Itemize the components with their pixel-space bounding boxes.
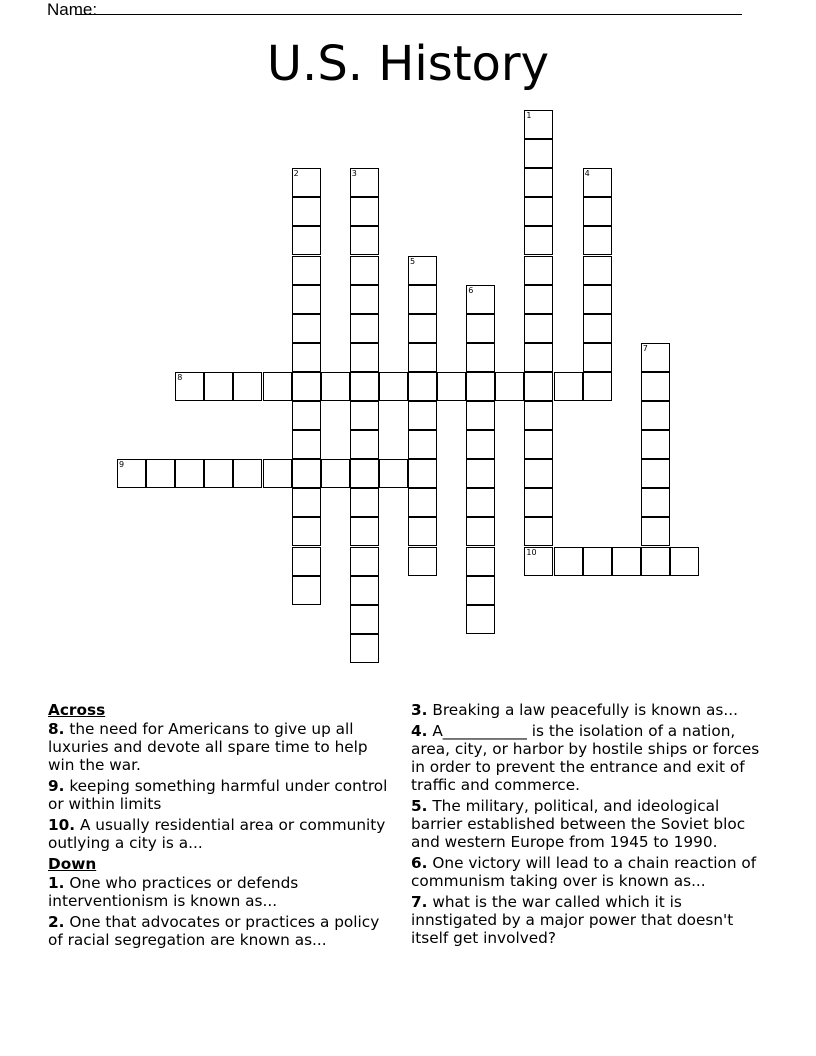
grid-cell[interactable] bbox=[583, 343, 612, 372]
grid-cell[interactable] bbox=[408, 401, 437, 430]
clue-item bbox=[411, 893, 761, 947]
clue-item bbox=[411, 854, 761, 890]
grid-cell[interactable] bbox=[292, 517, 321, 546]
grid-cell[interactable] bbox=[524, 285, 553, 314]
down-heading: Down bbox=[48, 855, 97, 873]
grid-cell[interactable] bbox=[524, 517, 553, 546]
grid-cell[interactable] bbox=[408, 547, 437, 576]
grid-cell[interactable] bbox=[641, 488, 670, 517]
grid-cell[interactable] bbox=[524, 168, 553, 197]
grid-cell[interactable] bbox=[408, 314, 437, 343]
clue-num: 5. bbox=[411, 797, 428, 815]
grid-cell[interactable] bbox=[350, 401, 379, 430]
grid-cell[interactable] bbox=[583, 285, 612, 314]
grid-cell[interactable] bbox=[292, 226, 321, 255]
grid-cell[interactable] bbox=[641, 459, 670, 488]
clue-number: 10 bbox=[526, 547, 537, 557]
grid-cell[interactable] bbox=[233, 372, 262, 401]
grid-cell[interactable] bbox=[612, 547, 641, 576]
clue-text: A usually residential area or community outlying a city is a... bbox=[48, 816, 386, 852]
grid-cell[interactable] bbox=[466, 547, 495, 576]
clue-item bbox=[48, 777, 398, 813]
grid-cell[interactable] bbox=[583, 226, 612, 255]
grid-cell[interactable] bbox=[350, 197, 379, 226]
grid-cell[interactable] bbox=[204, 459, 233, 488]
grid-cell[interactable] bbox=[524, 197, 553, 226]
grid-cell[interactable] bbox=[292, 343, 321, 372]
grid-cell[interactable] bbox=[292, 372, 321, 401]
clue-text: what is the war called which it is innstigated by a major power that doesn't itself get involved? bbox=[411, 893, 734, 947]
clue-num: 3. bbox=[411, 701, 428, 719]
grid-cell[interactable] bbox=[583, 372, 612, 401]
grid-cell[interactable] bbox=[350, 634, 379, 663]
grid-cell[interactable] bbox=[408, 372, 437, 401]
grid-cell[interactable] bbox=[350, 343, 379, 372]
clue-item bbox=[48, 913, 398, 949]
grid-cell[interactable] bbox=[524, 430, 553, 459]
clue-num: 1. bbox=[48, 874, 65, 892]
grid-cell[interactable] bbox=[146, 459, 175, 488]
grid-cell[interactable] bbox=[408, 430, 437, 459]
grid-cell[interactable] bbox=[524, 401, 553, 430]
clue-text: keeping something harmful under control or within limits bbox=[48, 777, 388, 813]
page-title: U.S. History bbox=[266, 36, 550, 92]
grid-cell[interactable] bbox=[292, 488, 321, 517]
grid-cell[interactable] bbox=[583, 256, 612, 285]
grid-cell[interactable] bbox=[583, 168, 612, 197]
grid-cell[interactable] bbox=[583, 197, 612, 226]
grid-cell[interactable] bbox=[379, 459, 408, 488]
grid-cell[interactable] bbox=[350, 488, 379, 517]
grid-cell[interactable] bbox=[466, 488, 495, 517]
grid-cell[interactable] bbox=[466, 343, 495, 372]
clue-item bbox=[411, 701, 761, 719]
clue-item bbox=[48, 816, 398, 852]
grid-cell[interactable] bbox=[233, 459, 262, 488]
clue-number: 7 bbox=[642, 343, 648, 353]
clue-number: 9 bbox=[119, 460, 125, 470]
clues-left-column bbox=[48, 701, 398, 952]
clue-item bbox=[48, 720, 398, 774]
grid-cell[interactable] bbox=[524, 547, 553, 576]
grid-cell[interactable] bbox=[524, 256, 553, 285]
clue-num: 2. bbox=[48, 913, 65, 931]
grid-cell[interactable] bbox=[350, 517, 379, 546]
grid-cell[interactable] bbox=[263, 459, 292, 488]
grid-cell[interactable] bbox=[292, 547, 321, 576]
across-heading: Across bbox=[48, 701, 106, 719]
grid-cell[interactable] bbox=[321, 459, 350, 488]
grid-cell[interactable] bbox=[321, 372, 350, 401]
clue-item bbox=[411, 797, 761, 851]
grid-cell[interactable] bbox=[524, 139, 553, 168]
clue-text: Breaking a law peacefully is known as... bbox=[427, 701, 738, 719]
grid-cell[interactable] bbox=[204, 372, 233, 401]
clue-num: 10. bbox=[48, 816, 76, 834]
grid-cell[interactable] bbox=[524, 110, 553, 139]
grid-cell[interactable] bbox=[641, 547, 670, 576]
grid-cell[interactable] bbox=[524, 372, 553, 401]
grid-cell[interactable] bbox=[350, 430, 379, 459]
grid-cell[interactable] bbox=[466, 576, 495, 605]
grid-cell[interactable] bbox=[641, 430, 670, 459]
grid-cell[interactable] bbox=[175, 459, 204, 488]
clue-item bbox=[411, 722, 761, 794]
clue-item bbox=[48, 874, 398, 910]
clue-num: 4. bbox=[411, 722, 428, 740]
grid-cell[interactable] bbox=[350, 168, 379, 197]
clue-number: 8 bbox=[177, 372, 183, 382]
clue-text: One that advocates or practices a policy of racial segregation are known as... bbox=[48, 913, 380, 949]
clue-number: 1 bbox=[526, 111, 532, 120]
grid-cell[interactable] bbox=[175, 372, 204, 401]
grid-cell[interactable] bbox=[292, 197, 321, 226]
across-clues bbox=[48, 720, 398, 852]
grid-cell[interactable] bbox=[466, 459, 495, 488]
grid-cell[interactable] bbox=[670, 547, 699, 576]
grid-cell[interactable] bbox=[408, 488, 437, 517]
clue-text: the need for Americans to give up all luxuries and devote all spare time to help win the war. bbox=[48, 720, 368, 774]
grid-cell[interactable] bbox=[408, 343, 437, 372]
grid-cell[interactable] bbox=[641, 401, 670, 430]
clue-text: The military, political, and ideological barrier established between the Soviet bloc and western Europe from 1945 to 1990. bbox=[411, 797, 746, 851]
grid-cell[interactable] bbox=[524, 226, 553, 255]
clue-num: 6. bbox=[411, 854, 428, 872]
grid-cell[interactable] bbox=[408, 459, 437, 488]
grid-cell[interactable] bbox=[524, 488, 553, 517]
grid-cell[interactable] bbox=[641, 343, 670, 372]
grid-cell[interactable] bbox=[524, 343, 553, 372]
clue-text: One who practices or defends interventionism is known as... bbox=[48, 874, 299, 910]
grid-cell[interactable] bbox=[350, 285, 379, 314]
grid-cell[interactable] bbox=[408, 285, 437, 314]
grid-cell[interactable] bbox=[408, 517, 437, 546]
name-label: Name: bbox=[47, 0, 98, 19]
grid-cell[interactable] bbox=[292, 401, 321, 430]
grid-cell[interactable] bbox=[292, 285, 321, 314]
grid-cell[interactable] bbox=[350, 459, 379, 488]
grid-cell[interactable] bbox=[350, 547, 379, 576]
grid-cell[interactable] bbox=[466, 314, 495, 343]
clue-num: 7. bbox=[411, 893, 428, 911]
clue-text: One victory will lead to a chain reaction of communism taking over is known as... bbox=[411, 854, 757, 890]
grid-cell[interactable] bbox=[350, 576, 379, 605]
grid-cell[interactable] bbox=[466, 517, 495, 546]
grid-cell[interactable] bbox=[466, 401, 495, 430]
grid-cell[interactable] bbox=[292, 459, 321, 488]
grid-cell[interactable] bbox=[554, 372, 583, 401]
grid-cell[interactable] bbox=[350, 605, 379, 634]
clue-number: 4 bbox=[584, 169, 590, 179]
grid-cell[interactable] bbox=[495, 372, 524, 401]
grid-cell[interactable] bbox=[524, 459, 553, 488]
clue-text: A___________ is the isolation of a nation, area, city, or harbor by hostile ships or forces in order to prevent the entrance and exit of traffic and commerce. bbox=[411, 722, 760, 794]
grid-cell[interactable] bbox=[263, 372, 292, 401]
grid-cell[interactable] bbox=[350, 256, 379, 285]
clues-right-column bbox=[411, 701, 761, 950]
grid-cell[interactable] bbox=[524, 314, 553, 343]
grid-cell[interactable] bbox=[466, 430, 495, 459]
grid-cell[interactable] bbox=[466, 372, 495, 401]
grid-cell[interactable] bbox=[350, 226, 379, 255]
grid-cell[interactable] bbox=[641, 372, 670, 401]
clue-num: 9. bbox=[48, 777, 65, 795]
clue-number: 6 bbox=[468, 285, 474, 295]
grid-cell[interactable] bbox=[379, 372, 408, 401]
grid-cell[interactable] bbox=[117, 459, 146, 488]
clue-number: 2 bbox=[293, 169, 299, 179]
grid-cell[interactable] bbox=[466, 605, 495, 634]
down-clues bbox=[48, 874, 398, 949]
grid-cell[interactable] bbox=[641, 517, 670, 546]
grid-cell[interactable] bbox=[466, 285, 495, 314]
clue-number: 3 bbox=[351, 169, 357, 179]
grid-cell[interactable] bbox=[437, 372, 466, 401]
grid-cell[interactable] bbox=[350, 372, 379, 401]
grid-cell[interactable] bbox=[408, 256, 437, 285]
down-clues-continued bbox=[411, 701, 761, 947]
grid-cell[interactable] bbox=[583, 314, 612, 343]
grid-cell[interactable] bbox=[292, 256, 321, 285]
grid-cell[interactable] bbox=[292, 314, 321, 343]
grid-cell[interactable] bbox=[292, 576, 321, 605]
grid-cell[interactable] bbox=[292, 168, 321, 197]
clue-num: 8. bbox=[48, 720, 65, 738]
grid-cell[interactable] bbox=[583, 547, 612, 576]
grid-cell[interactable] bbox=[554, 547, 583, 576]
clue-number: 5 bbox=[410, 256, 416, 266]
grid-cell[interactable] bbox=[292, 430, 321, 459]
grid-cell[interactable] bbox=[350, 314, 379, 343]
